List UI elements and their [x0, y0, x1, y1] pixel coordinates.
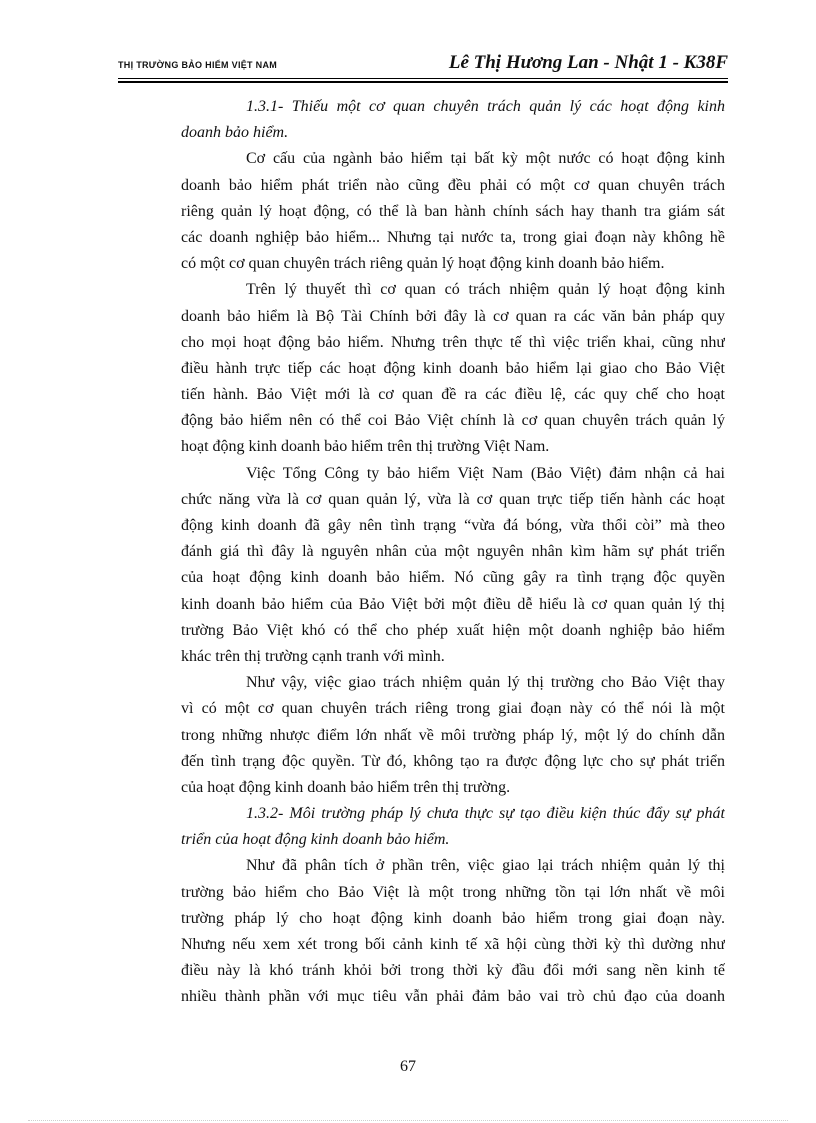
paragraph-line: Cơ cấu của ngành bảo hiểm tại bất kỳ một nước có hoạt động kinh	[246, 150, 725, 168]
paragraph-line: điều hành trực tiếp các hoạt động kinh doanh bảo hiểm lại giao cho Bảo Việt	[181, 359, 725, 377]
paragraph-line: có một cơ quan chuyên trách riêng quản lý hoạt động kinh doanh bảo hiểm.	[181, 255, 665, 273]
paragraph-line: trong những nhược điểm lớn nhất về môi trường pháp lý, một lý do chính dẫn	[181, 726, 725, 744]
paragraph-line: nhiều thành phần với mục tiêu vẫn phải đảm bảo vai trò chủ đạo của doanh	[181, 988, 725, 1006]
paragraph-line: các doanh nghiệp bảo hiểm... Nhưng tại nước ta, trong giai đoạn này không hề	[181, 228, 725, 246]
paragraph-line: tiến hành. Bảo Việt mới là cơ quan đề ra các điều lệ, các quy chế cho hoạt	[181, 386, 725, 404]
header-rule-thick	[118, 81, 728, 83]
paragraph-line: trường pháp lý cho hoạt động kinh doanh bảo hiểm trong giai đoạn này.	[181, 909, 725, 927]
paragraph-line: hoạt động kinh doanh bảo hiểm trên thị trường Việt Nam.	[181, 438, 550, 456]
paragraph-line: Trên lý thuyết thì cơ quan có trách nhiệm quản lý hoạt động kinh	[246, 281, 725, 299]
paragraph-line: vì có một cơ quan chuyên trách riêng trong giai đoạn này có thể nói là một	[181, 700, 725, 718]
paragraph-line: của hoạt động kinh doanh bảo hiểm trên thị trường.	[181, 778, 511, 796]
paragraph-line: Việc Tổng Công ty bảo hiểm Việt Nam (Bảo Việt) đảm nhận cả hai	[246, 464, 725, 482]
paragraph-line: Như vậy, việc giao trách nhiệm quản lý thị trường cho Bảo Việt thay	[246, 674, 725, 692]
page-number: 67	[400, 1058, 416, 1075]
paragraph-line: đánh giá thì đây là nguyên nhân của một nguyên nhân kìm hãm sự phát triển	[181, 543, 725, 561]
paragraph-line: khác trên thị trường cạnh tranh với mình.	[181, 647, 445, 665]
paragraph-line: doanh bảo hiểm là Bộ Tài Chính bởi đây là cơ quan ra các văn bản pháp quy	[181, 307, 725, 325]
section-heading-line: doanh bảo hiểm.	[181, 124, 289, 142]
document-body	[181, 94, 725, 1011]
paragraph-line: kinh doanh bảo hiểm của Bảo Việt bởi một điều dễ hiểu là cơ quan quản lý thị	[181, 595, 725, 613]
page-header	[118, 46, 728, 76]
paragraph-line: chức năng vừa là cơ quan quản lý, vừa là cơ quan trực tiếp tiến hành các hoạt	[181, 490, 725, 508]
header-author: Lê Thị Hương Lan - Nhật 1 - K38F	[448, 52, 728, 73]
footer-rule	[28, 1120, 788, 1121]
paragraph-line: doanh bảo hiểm phát triển nào cũng đều phải có một cơ quan chuyên trách	[181, 176, 725, 194]
paragraph-line: Như đã phân tích ở phần trên, việc giao lại trách nhiệm quản lý thị	[246, 857, 725, 875]
section-heading-line: 1.3.2- Môi trường pháp lý chưa thực sự tạo điều kiện thúc đẩy sự phát	[246, 805, 725, 823]
header-rule	[118, 78, 728, 79]
paragraph-line: trường bảo hiểm cho Bảo Việt là một trong những tồn tại lớn nhất về môi	[181, 883, 725, 901]
paragraph-line: trường Bảo Việt khó có thể cho phép xuất hiện một doanh nghiệp bảo hiểm	[181, 621, 725, 639]
paragraph-line: riêng quản lý hoạt động, có thể là ban hành chính sách hay thanh tra giám sát	[181, 202, 725, 220]
paragraph-line: động kinh doanh đã gây nên tình trạng “vừa đá bóng, vừa thổi còi” mà theo	[181, 517, 725, 534]
paragraph-line: điều này là khó tránh khỏi bởi trong thời kỳ đầu đổi mới sang nền kinh tế	[181, 962, 725, 980]
section-heading-line: triển của hoạt động kinh doanh bảo hiểm.	[181, 831, 450, 849]
paragraph-line: cho mọi hoạt động bảo hiểm. Nhưng trên thực tế thì việc triển khai, cũng như	[181, 333, 725, 351]
paragraph-line: Nhưng nếu xem xét trong bối cảnh kinh tế xã hội cùng thời kỳ thì dường như	[181, 936, 725, 953]
paragraph-line: động bảo hiểm nên có thể coi Bảo Việt chính là cơ quan chuyên trách quản lý	[181, 412, 725, 430]
section-heading-line: 1.3.1- Thiếu một cơ quan chuyên trách quản lý các hoạt động kinh	[246, 98, 725, 115]
header-title: THỊ TRƯỜNG BẢO HIỂM VIỆT NAM	[118, 60, 278, 70]
paragraph-line: đến tình trạng độc quyền. Từ đó, không tạo ra được động lực cho sự phát triển	[181, 752, 725, 770]
paragraph-line: của hoạt động kinh doanh bảo hiểm. Nó cũng gây ra tình trạng độc quyền	[181, 569, 725, 587]
